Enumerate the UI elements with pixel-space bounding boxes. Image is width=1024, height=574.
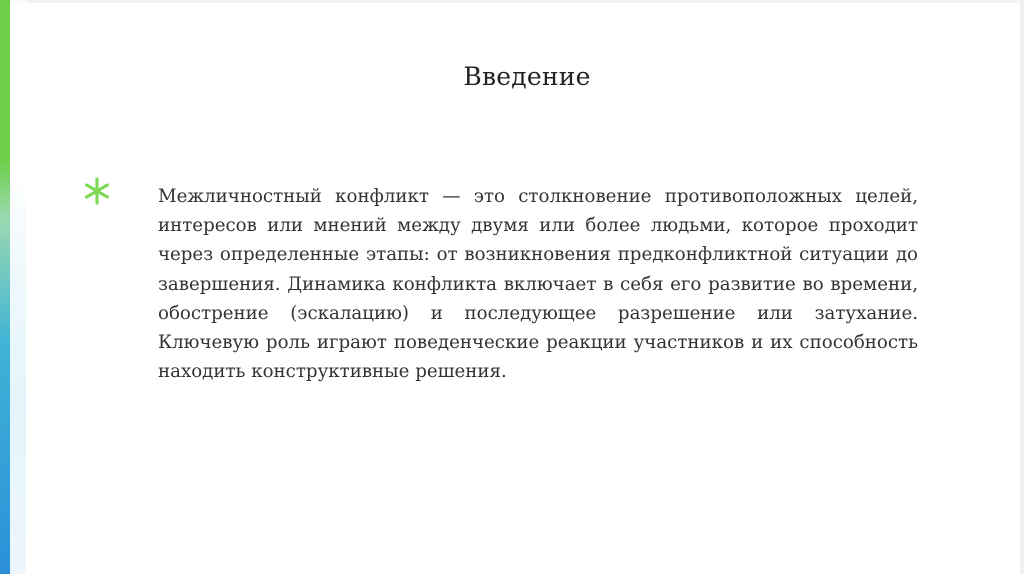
body-paragraph: Межличностный конфликт — это столкновение противоположных целей, интересов или мнений между двумя или более людьми, которое проходит через определенные этапы: от возникновения предконфликтной ситуации до завершения. Динамика конфликта включает в себя его развитие во времени, обострение (эскалацию) и последующее разрешение или затухание. Ключевую роль играют поведенческие реакции участников и их способность находить конструктивные решения.	[158, 186, 918, 383]
slide-title: Введение	[463, 62, 591, 91]
asterisk-icon	[82, 176, 112, 206]
asterisk-icon-svg	[82, 176, 112, 206]
top-edge-divider	[0, 0, 1024, 3]
